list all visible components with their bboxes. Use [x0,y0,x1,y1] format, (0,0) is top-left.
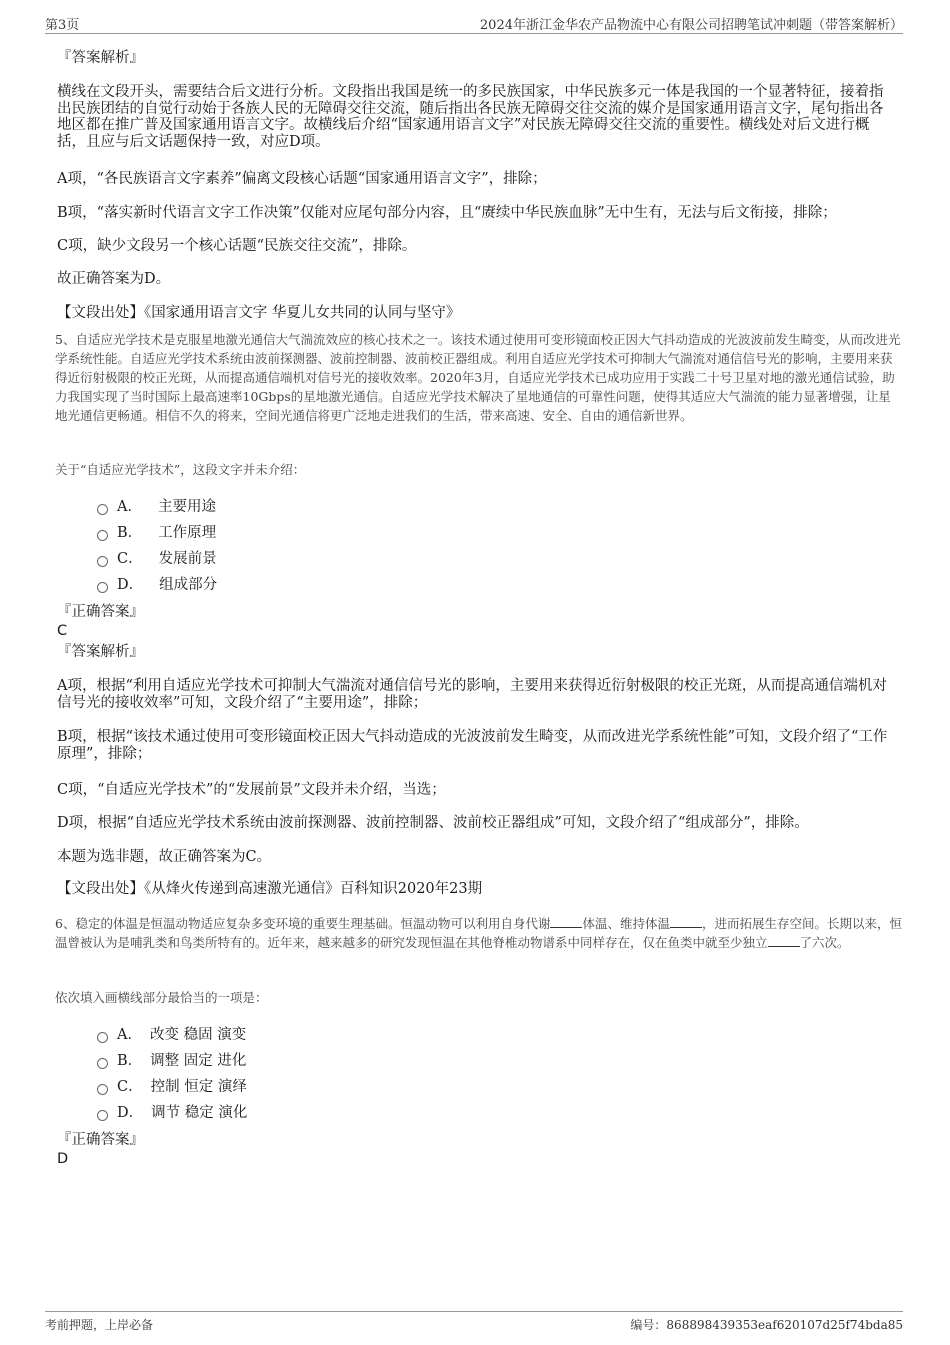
q5-option-d[interactable] [97,575,217,595]
option-letter: C． [117,551,143,567]
analysis-option-c: C项，“自适应光学技术”的“发展前景”文段并未介绍，当选； [57,782,446,798]
analysis-option-b: B项，“落实新时代语言文字工作决策”仅能对应尾句部分内容，且“赓续中华民族血脉”无中生有，无法与后文衔接，排除； [57,205,837,221]
radio-button-icon[interactable] [97,1058,108,1069]
footer-divider [45,1311,903,1312]
document-title: 2024年浙江金华农产品物流中心有限公司招聘笔试冲刺题（带答案解析） [479,18,903,33]
analysis-label: 『答案解析』 [57,50,144,66]
radio-button-icon[interactable] [97,1110,108,1121]
option-letter: D． [117,1105,144,1121]
document-code: 编号：868898439353eaf620107d25f74bda85 [630,1318,903,1332]
correct-answer: C [57,623,68,639]
correct-answer-label: 『正确答案』 [57,1132,144,1148]
q6-option-d[interactable] [97,1103,247,1123]
page-number: 第3页 [45,18,80,33]
analysis-option-d: D项，根据“自适应光学技术系统由波前探测器、波前控制器、波前校正器组成”可知，文段介绍了“组成部分”，排除。 [57,815,809,831]
analysis-conclusion: 本题为选非题，故正确答案为C。 [57,849,272,865]
radio-button-icon[interactable] [97,1032,108,1043]
analysis-option-b: B项，根据“该技术通过使用可变形镜面校正因大气抖动造成的光波波前发生畸变，从而改进光学系统性能”可知，文段介绍了“工作原理”，排除； [57,729,888,762]
question-6-stem: 6、稳定的体温是恒温动物适应复杂多变环境的重要生理基础。恒温动物可以利用自身代谢 体温、维持体温 ，进而拓展生存空间。长期以来，恒温曾被认为是哺乳类和鸟类所特有的。近年来，越来越多的研究发现恒温在其他脊椎动物谱系中同样存在，仅在鱼类中就至少独立 了六次。 [55,916,902,950]
option-text: 控制 恒定 演绎 [150,1079,247,1095]
analysis-label: 『答案解析』 [57,644,144,660]
option-text: 调节 稳定 演化 [151,1105,248,1121]
option-letter: A． [117,1027,142,1043]
footer-slogan: 考前押题，上岸必备 [45,1318,154,1332]
radio-button-icon[interactable] [97,530,108,541]
correct-answer-label: 『正确答案』 [57,604,144,620]
fill-blank [550,916,582,928]
analysis-paragraph: 横线在文段开头，需要结合后文进行分析。文段指出我国是统一的多民族国家，中华民族多元一体是我国的一个显著特征，接着指出民族团结的自觉行动始于各族人民的无障碍交往交流，随后指出各民族无障碍交往交流的媒介是国家通用语言文字，尾句指出各地区都在推广普及国家通用语言文字。故横线后介绍“国家通用语言文字”对民族无障碍交往交流的重要性。横线处对后文进行概括，且应与后文话题保持一致，对应D项。 [57,84,884,150]
radio-button-icon[interactable] [97,556,108,567]
q5-option-a[interactable] [97,497,216,517]
source-citation: 【文段出处】《从烽火传递到高速激光通信》百科知识2020年23期 [57,881,483,897]
q6-option-b[interactable] [97,1051,246,1071]
option-text: 组成部分 [159,577,218,593]
analysis-option-a: A项，“各民族语言文字素养”偏离文段核心话题“国家通用语言文字”，排除； [57,171,547,187]
option-text: 主要用途 [157,499,216,515]
question-5-stem: 5、自适应光学技术是克服星地激光通信大气湍流效应的核心技术之一。该技术通过使用可变形镜面校正因大气抖动造成的光波波前发生畸变，从而改进光学系统性能。自适应光学技术系统由波前探测器、波前控制器、波前校正器组成。利用自适应光学技术可抑制大气湍流对通信信号光的影响，主要用来获得近衍射极限的校正光斑，从而提高通信端机对信号光的接收效率。2020年3月，自适应光学技术已成功应用于实践二十号卫星对地的激光通信试验，助力我国实现了当时国际上最高速率10Gbps的星地激光通信。自适应光学技术解决了星地通信的可靠性问题，使得其适应大气湍流的能力显著增强，让星地光通信更畅通。相信不久的将来，空间光通信将更广泛地走进我们的生活，带来高速、安全、自由的通信新世界。 [55,332,901,423]
option-letter: A． [117,499,142,515]
option-text: 发展前景 [158,551,217,567]
option-letter: B． [117,525,143,541]
radio-button-icon[interactable] [97,1084,108,1095]
q6-option-c[interactable] [97,1077,247,1097]
option-text: 工作原理 [158,525,217,541]
radio-button-icon[interactable] [97,582,108,593]
question-6-prompt: 依次填入画横线部分最恰当的一项是： [55,990,268,1005]
fill-blank [670,916,702,928]
question-5-prompt: 关于“自适应光学技术”，这段文字并未介绍： [55,462,306,477]
option-letter: B． [117,1053,143,1069]
option-text: 改变 稳固 演变 [149,1027,247,1043]
option-text: 调整 固定 进化 [150,1053,247,1069]
analysis-conclusion: 故正确答案为D。 [57,271,171,287]
header-divider [45,33,903,34]
option-letter: C． [117,1079,143,1095]
q5-option-b[interactable] [97,523,216,543]
source-citation: 【文段出处】《国家通用语言文字 华夏儿女共同的认同与坚守》 [57,305,461,321]
q5-option-c[interactable] [97,549,217,569]
analysis-option-c: C项，缺少文段另一个核心话题“民族交往交流”，排除。 [57,238,417,254]
correct-answer: D [57,1151,69,1167]
fill-blank [768,935,800,947]
analysis-option-a: A项，根据“利用自适应光学技术可抑制大气湍流对通信信号光的影响，主要用来获得近衍射极限的校正光斑，从而提高通信端机对信号光的接收效率”可知，文段介绍了“主要用途”，排除； [57,678,887,711]
radio-button-icon[interactable] [97,504,108,515]
option-letter: D． [117,577,144,593]
q6-option-a[interactable] [97,1025,246,1045]
